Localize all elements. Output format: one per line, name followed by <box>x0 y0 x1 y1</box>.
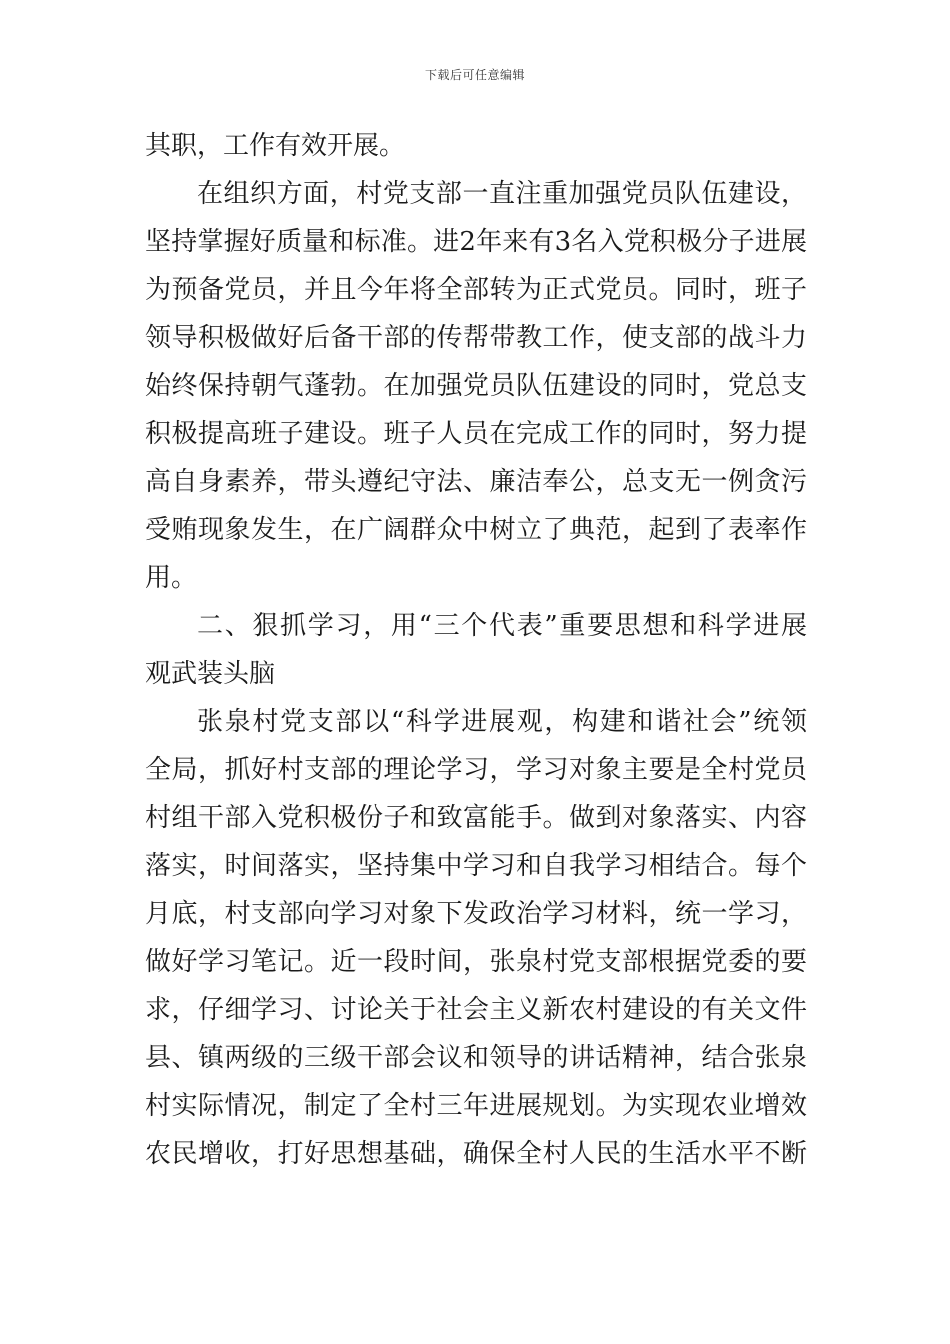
text-line: 求，仔细学习、讨论关于社会主义新农村建设的有关文件 <box>145 995 807 1025</box>
text-line: 村实际情况，制定了全村三年进展规划。为实现农业增效 <box>145 1091 807 1121</box>
text-line: 用。 <box>145 563 198 593</box>
text-line: 月底，村支部向学习对象下发政治学习材料，统一学习， <box>145 899 807 929</box>
section-heading-line: 观武装头脑 <box>145 659 276 689</box>
text-line: 领导积极做好后备干部的传帮带教工作，使支部的战斗力 <box>145 323 807 353</box>
text-line: 县、镇两级的三级干部会议和领导的讲话精神，结合张泉 <box>145 1043 807 1073</box>
text-line: 全局，抓好村支部的理论学习，学习对象主要是全村党员 <box>145 755 807 785</box>
document-body <box>145 122 807 1178</box>
text-line: 坚持掌握好质量和标准。进2年来有3名入党积极分子进展 <box>145 227 807 257</box>
text-line: 始终保持朝气蓬勃。在加强党员队伍建设的同时，党总支 <box>145 371 807 401</box>
text-line: 农民增收，打好思想基础，确保全村人民的生活水平不断 <box>145 1139 807 1169</box>
text-line: 受贿现象发生，在广阔群众中树立了典范，起到了表率作 <box>145 515 807 545</box>
text-line: 做好学习笔记。近一段时间，张泉村党支部根据党委的要 <box>145 947 807 977</box>
text-line: 村组干部入党积极份子和致富能手。做到对象落实、内容 <box>145 803 807 833</box>
page-header-note: 下载后可任意编辑 <box>424 68 525 82</box>
text-line: 在组织方面，村党支部一直注重加强党员队伍建设， <box>197 179 807 209</box>
text-line: 其职，工作有效开展。 <box>145 131 406 161</box>
section-heading-line: 二、狠抓学习，用“三个代表”重要思想和科学进展 <box>197 611 807 641</box>
text-line: 张泉村党支部以“科学进展观，构建和谐社会”统领 <box>197 707 807 737</box>
text-line: 高自身素养，带头遵纪守法、廉洁奉公，总支无一例贪污 <box>145 467 807 497</box>
text-line: 积极提高班子建设。班子人员在完成工作的同时，努力提 <box>145 419 807 449</box>
text-line: 为预备党员，并且今年将全部转为正式党员。同时，班子 <box>145 275 807 305</box>
text-line: 落实，时间落实，坚持集中学习和自我学习相结合。每个 <box>145 851 807 881</box>
